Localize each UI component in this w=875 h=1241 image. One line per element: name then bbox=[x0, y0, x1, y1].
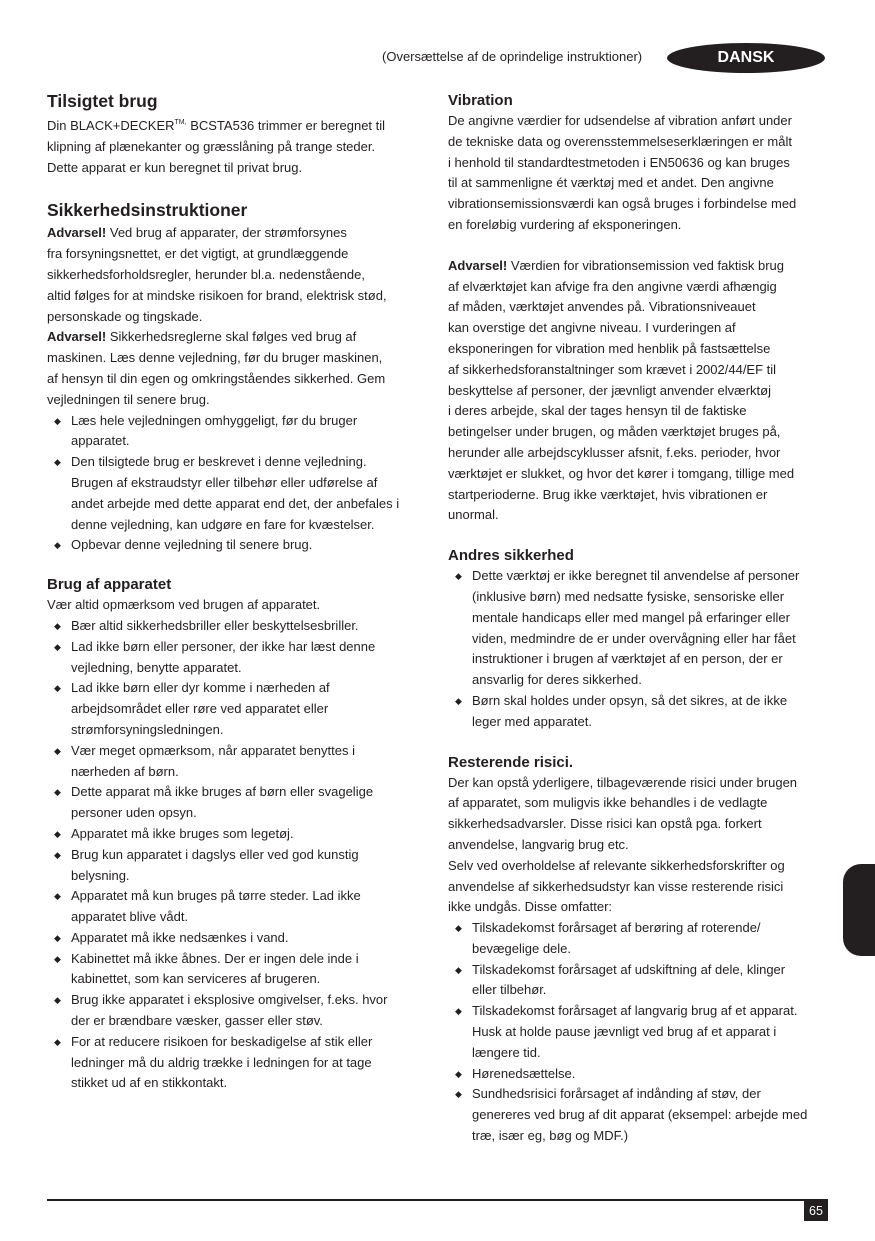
diamond-bullet-icon: ◆ bbox=[455, 923, 462, 934]
diamond-bullet-icon: ◆ bbox=[455, 1006, 462, 1017]
section-thumb-tab bbox=[843, 864, 875, 956]
list-item: ◆ Hørenedsættelse. bbox=[448, 1064, 828, 1085]
diamond-bullet-icon: ◆ bbox=[54, 620, 61, 631]
diamond-bullet-icon: ◆ bbox=[54, 953, 61, 964]
list-item: ◆ Brug ikke apparatet i eksplosive omgivelser, f.eks. hvor der er brændbare væsker, gasser eller støv. bbox=[54, 992, 388, 1029]
list-item: ◆ Kabinettet må ikke åbnes. Der er ingen dele inde i kabinettet, som kan serviceres af brugeren. bbox=[54, 950, 359, 987]
residual-risks-text: Der kan opstå yderligere, tilbageværende risici under brugen af apparatet, som muligvis ikke behandles i de vedlagte sikkerhedsadvarsler. Disse risici kan opstå pga. forkert anvendelse, langvarig brug etc. Selv ved overholdelse af relevante sikkerhedsforskrifter og anvendelse af sikkerhedsudstyr kan visse resterende risici ikke undgås. Disse omfatter: bbox=[448, 774, 798, 915]
vibration-heading: Vibration bbox=[448, 92, 513, 109]
residual-risks-bullet-list bbox=[448, 918, 828, 1147]
diamond-bullet-icon: ◆ bbox=[54, 745, 61, 756]
diamond-bullet-icon: ◆ bbox=[455, 571, 462, 582]
diamond-bullet-icon: ◆ bbox=[54, 995, 61, 1006]
diamond-bullet-icon: ◆ bbox=[455, 1068, 462, 1079]
list-item: ◆ Børn skal holdes under opsyn, så det sikres, at de ikke leger med apparatet. bbox=[455, 692, 788, 729]
header-subtitle: (Oversættelse af de oprindelige instruktioner) bbox=[382, 49, 643, 64]
list-item: ◆ Bær altid sikkerhedsbriller eller beskyttelsesbriller. bbox=[47, 616, 422, 637]
residual-risks-heading: Resterende risici. bbox=[448, 753, 574, 771]
footer-divider bbox=[47, 1199, 828, 1201]
diamond-bullet-icon: ◆ bbox=[54, 932, 61, 943]
language-badge: DANSK bbox=[667, 43, 825, 73]
page-number: 65 bbox=[804, 1200, 828, 1221]
list-item: ◆ For at reducere risikoen for beskadigelse af stik eller ledninger må du aldrig trække i ledningen for at tage stikket ud af en stikkontakt. bbox=[54, 1033, 373, 1091]
trademark-mark: TM, bbox=[174, 118, 187, 126]
safety-warning-2: Advarsel! Sikkerhedsreglerne skal følges ved brug af maskinen. Læs denne vejledning, før du bruger maskinen, af hensyn til din egen og omkringståendes sikkerhed. Gem vejledningen til senere brug. bbox=[47, 329, 386, 407]
intended-use-heading: Tilsigtet brug bbox=[47, 91, 158, 111]
diamond-bullet-icon: ◆ bbox=[455, 1089, 462, 1100]
diamond-bullet-icon: ◆ bbox=[54, 457, 61, 468]
warning-label: Advarsel! bbox=[47, 329, 107, 345]
diamond-bullet-icon: ◆ bbox=[455, 964, 462, 975]
list-item: ◆ Apparatet må ikke bruges som legetøj. bbox=[47, 824, 422, 845]
list-item: ◆ Apparatet må ikke nedsænkes i vand. bbox=[47, 928, 422, 949]
list-item: ◆ Brug kun apparatet i dagslys eller ved god kunstig belysning. bbox=[54, 846, 359, 883]
list-item: ◆ Tilskadekomst forårsaget af udskiftning af dele, klinger eller tilbehør. bbox=[455, 961, 786, 998]
list-item: ◆ Lad ikke børn eller personer, der ikke har læst denne vejledning, benytte apparatet. bbox=[54, 638, 376, 675]
usage-intro: Vær altid opmærksom ved brugen af apparatet. bbox=[47, 597, 321, 613]
list-item: ◆ Lad ikke børn eller dyr komme i nærheden af arbejdsområdet eller røre ved apparatet eller strømforsyningsledningen. bbox=[54, 680, 330, 737]
diamond-bullet-icon: ◆ bbox=[455, 695, 462, 706]
vibration-warning: Advarsel! Værdien for vibrationsemission ved faktisk brug af elværktøjet kan afvige fra den angivne værdi afhængig af måden, værktøjet anvendes på. Vibrationsniveauet kan overstige det angivne niveau. I vurderingen af eksponeringen for vibration med henblik på fastsættelse af sikkerhedsforanstaltninger som krævet i 2002/44/EF til beskyttelse af personer, der jævnligt anvender elværktøj i deres arbejde, skal der tages hensyn til de faktiske betingelser under brugen, og måden værktøjet bruges på, herunder alle arbejdscyklusser afsnit, f.eks. perioder, hvor værktøjet er slukket, og hvor det kører i tomgang, tillige med startperioderne. Brug ikke værktøjet, hvis vibrationen er unormal. bbox=[448, 257, 795, 523]
safety-bullet-list bbox=[47, 411, 422, 557]
diamond-bullet-icon: ◆ bbox=[54, 891, 61, 902]
vibration-text: De angivne værdier for udsendelse af vibration anført under de tekniske data og overensstemmelseserklæringen er målt i henhold til standardtestmetoden i EN50636 og kan bruges til at sammenligne ét værktøj med et andet. Den angivne vibrationsemissionsværdi kan også bruges i forbindelse med en foreløbig vurdering af eksponeringen. bbox=[448, 113, 797, 232]
right-column bbox=[448, 90, 828, 1147]
safety-warning-1: Advarsel! Ved brug af apparater, der strømforsynes fra forsyningsnettet, er det vigtigt, at grundlæggende sikkerhedsforholdsregler, herunder bl.a. nedenstående, altid følges for at mindske risikoen for brand, elektrisk stød, personskade og tingskade. bbox=[47, 225, 387, 324]
list-item: ◆ Den tilsigtede brug er beskrevet i denne vejledning. Brugen af ekstraudstyr eller tilbehør eller udførelse af andet arbejde med dette apparat end det, der anbefales i denne vejledning, kan udgøre en fare for kvæstelser. bbox=[54, 454, 400, 532]
diamond-bullet-icon: ◆ bbox=[54, 828, 61, 839]
list-item: ◆ Læs hele vejledningen omhyggeligt, før du bruger apparatet. bbox=[54, 412, 358, 449]
diamond-bullet-icon: ◆ bbox=[54, 849, 61, 860]
list-item: ◆ Sundhedsrisici forårsaget af indånding af støv, der genereres ved brug af dit apparat (eksempel: arbejde med træ, især eg, bøg og MDF.) bbox=[455, 1086, 808, 1144]
list-item: ◆ Apparatet må kun bruges på tørre steder. Lad ikke apparatet blive vådt. bbox=[54, 888, 361, 925]
list-item: ◆ Dette apparat må ikke bruges af børn eller svagelige personer uden opsyn. bbox=[54, 784, 374, 821]
others-safety-heading: Andres sikkerhed bbox=[448, 547, 574, 565]
warning-label: Advarsel! bbox=[448, 257, 508, 273]
others-safety-bullet-list bbox=[448, 566, 828, 732]
warning-label: Advarsel! bbox=[47, 225, 107, 241]
diamond-bullet-icon: ◆ bbox=[54, 641, 61, 652]
left-column bbox=[47, 90, 422, 1094]
diamond-bullet-icon: ◆ bbox=[54, 787, 61, 798]
diamond-bullet-icon: ◆ bbox=[54, 540, 61, 551]
list-item: ◆ Dette værktøj er ikke beregnet til anvendelse af personer (inklusive børn) med nedsatte fysiske, sensoriske eller mentale handicaps eller med mangel på erfaringer eller viden, medmindre de er under overvågning eller har fået instruktioner i brugen af værktøjet af en person, der er ansvarlig for deres sikkerhed. bbox=[455, 568, 800, 688]
diamond-bullet-icon: ◆ bbox=[54, 415, 61, 426]
diamond-bullet-icon: ◆ bbox=[54, 1036, 61, 1047]
list-item: ◆ Vær meget opmærksom, når apparatet benyttes i nærheden af børn. bbox=[54, 742, 355, 779]
list-item: ◆ Tilskadekomst forårsaget af langvarig brug af et apparat. Husk at holde pause jævnligt ved brug af et apparat i længere tid. bbox=[455, 1003, 798, 1060]
safety-heading: Sikkerhedsinstruktioner bbox=[47, 200, 248, 221]
list-item: ◆ Tilskadekomst forårsaget af berøring af roterende/ bevægelige dele. bbox=[455, 920, 761, 956]
usage-heading: Brug af apparatet bbox=[47, 576, 172, 594]
usage-bullet-list bbox=[47, 616, 422, 1094]
intended-use-text: Din $BLACK+DECKER^{TM,}$ BCSTA536 trimmer er beregnet til klipning af plænekanter og græsslåning på trange steder. Dette apparat er kun beregnet til privat brug. bbox=[47, 118, 386, 175]
list-item: ◆ Opbevar denne vejledning til senere brug. bbox=[47, 535, 422, 556]
diamond-bullet-icon: ◆ bbox=[54, 683, 61, 694]
